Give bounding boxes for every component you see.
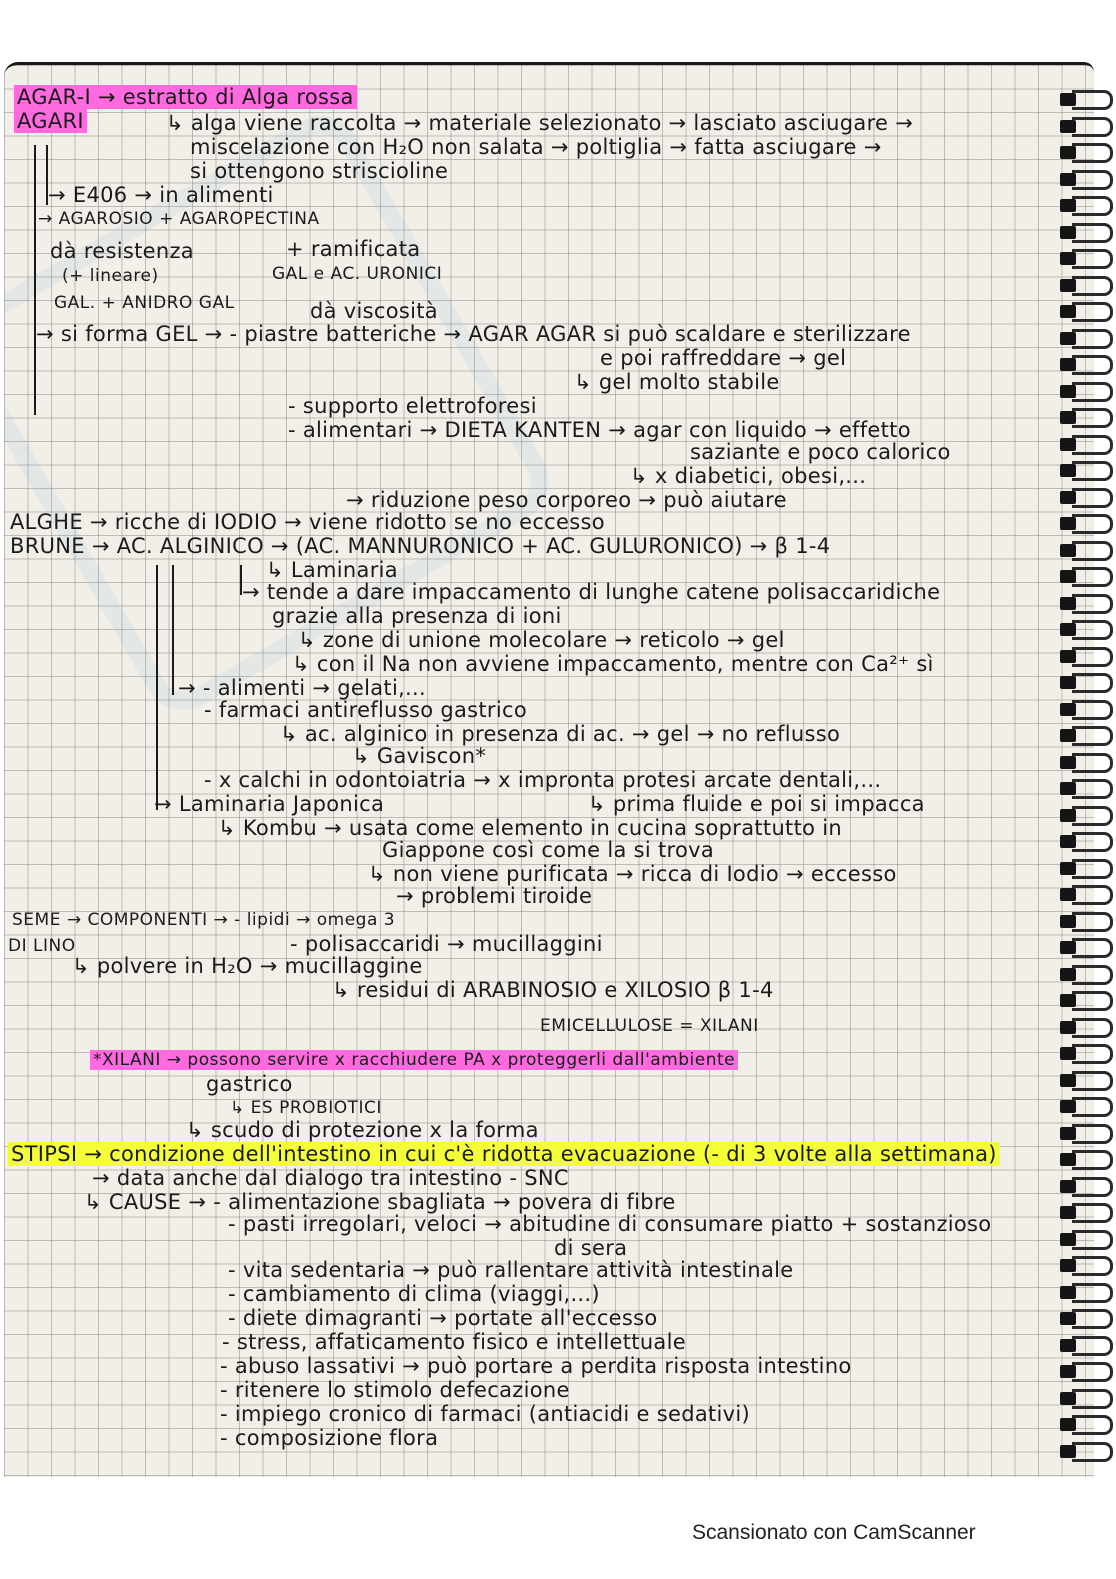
spiral-ring-icon [1060, 276, 1112, 294]
spiral-ring-icon [1060, 249, 1112, 267]
spiral-binding [1056, 62, 1116, 1474]
note-line: → si forma GEL → - piastre batteriche → AGAR AGAR si può scaldare e sterilizzare [36, 322, 911, 346]
note-line: ↳ prima fluide e poi si impacca [588, 792, 925, 816]
note-line: ↳ ac. alginico in presenza di ac. → gel → no reflusso [280, 722, 841, 746]
spiral-ring-icon [1060, 223, 1112, 241]
note-line: - polisaccaridi → mucillaggini [290, 932, 603, 956]
note-line: Giappone così come la si trova [382, 838, 715, 862]
note-line: - abuso lassativi → può portare a perdita risposta intestino [220, 1354, 852, 1378]
spiral-ring-icon [1060, 1309, 1112, 1327]
note-line: ↳ Laminaria [266, 558, 398, 582]
spiral-ring-icon [1060, 1362, 1112, 1380]
spiral-ring-icon [1060, 461, 1112, 479]
note-line: dà resistenza [50, 239, 194, 263]
note-line: ↳ CAUSE → - alimentazione sbagliata → povera di fibre [84, 1190, 676, 1214]
note-line: DI LINO [8, 936, 76, 956]
spiral-ring-icon [1060, 779, 1112, 797]
note-line: - stress, affaticamento fisico e intellettuale [222, 1330, 686, 1354]
spiral-ring-icon [1060, 514, 1112, 532]
note-line: miscelazione con H₂O non salata → poltiglia → fatta asciugare → [190, 135, 882, 159]
spiral-ring-icon [1060, 1230, 1112, 1248]
note-line: BRUNE → AC. ALGINICO → (AC. MANNURONICO + AC. GULURONICO) → β 1-4 [10, 534, 831, 558]
note-line: - cambiamento di clima (viaggi,...) [228, 1282, 600, 1306]
spiral-ring-icon [1060, 170, 1112, 188]
note-line: ↳ Gaviscon* [352, 744, 487, 768]
spiral-ring-icon [1060, 753, 1112, 771]
note-line: → data anche dal dialogo tra intestino - SNC [92, 1166, 569, 1190]
note-line: - farmaci antireflusso gastrico [204, 698, 527, 722]
spiral-ring-icon [1060, 832, 1112, 850]
spiral-ring-icon [1060, 1283, 1112, 1301]
note-line: → E406 → in alimenti [48, 183, 274, 207]
spiral-ring-icon [1060, 196, 1112, 214]
spiral-ring-icon [1060, 541, 1112, 559]
note-line: saziante e poco calorico [690, 440, 951, 464]
note-line: si ottengono striscioline [190, 159, 449, 183]
spiral-ring-icon [1060, 567, 1112, 585]
spiral-ring-icon [1060, 1256, 1112, 1274]
note-line: → - alimenti → gelati,... [178, 676, 426, 700]
spiral-ring-icon [1060, 1336, 1112, 1354]
note-line: STIPSI → condizione dell'intestino in cui c'è ridotta evacuazione (- di 3 volte alla settimana) [8, 1142, 1000, 1166]
spiral-ring-icon [1060, 1442, 1112, 1460]
note-line: - pasti irregolari, veloci → abitudine di consumare piatto + sostanzioso [228, 1212, 992, 1236]
note-line: - ritenere lo stimolo defecazione [220, 1378, 570, 1402]
spiral-ring-icon [1060, 382, 1112, 400]
note-line: ↳ zone di unione molecolare → reticolo → gel [298, 628, 785, 652]
note-line: ↳ scudo di protezione x la forma [186, 1118, 539, 1142]
spiral-ring-icon [1060, 90, 1112, 108]
note-line: AGARI [14, 109, 87, 133]
note-line: → AGAROSIO + AGAROPECTINA [38, 209, 320, 229]
note-line: grazie alla presenza di ioni [272, 604, 562, 628]
tree-line [34, 145, 36, 415]
spiral-ring-icon [1060, 912, 1112, 930]
note-line: ↳ ES PROBIOTICI [230, 1098, 382, 1118]
spiral-ring-icon [1060, 885, 1112, 903]
tree-line [172, 565, 174, 695]
note-line: ↳ alga viene raccolta → materiale selezionato → lasciato asciugare → [166, 111, 914, 135]
note-line: ↳ Kombu → usata come elemento in cucina soprattutto in [218, 816, 842, 840]
spiral-ring-icon [1060, 117, 1112, 135]
note-line: - composizione flora [220, 1426, 439, 1450]
spiral-ring-icon [1060, 1389, 1112, 1407]
spiral-ring-icon [1060, 355, 1112, 373]
note-line: AGAR-I → estratto di Alga rossa [14, 85, 357, 109]
tree-line [156, 565, 158, 810]
note-line: SEME → COMPONENTI → - lipidi → omega 3 [12, 910, 396, 930]
note-line: - impiego cronico di farmaci (antiacidi e sedativi) [220, 1402, 751, 1426]
note-line: - x calchi in odontoiatria → x impronta protesi arcate dentali,... [204, 768, 882, 792]
spiral-ring-icon [1060, 1150, 1112, 1168]
note-line: ↳ con il Na non avviene impaccamento, mentre con Ca²⁺ sì [292, 652, 934, 676]
spiral-ring-icon [1060, 329, 1112, 347]
note-line: e poi raffreddare → gel [600, 346, 847, 370]
spiral-ring-icon [1060, 1071, 1112, 1089]
spiral-ring-icon [1060, 938, 1112, 956]
note-line: → tende a dare impaccamento di lunghe catene polisaccaridiche [242, 580, 941, 604]
spiral-ring-icon [1060, 1177, 1112, 1195]
spiral-ring-icon [1060, 408, 1112, 426]
note-line: GAL e AC. URONICI [272, 264, 443, 284]
note-line: → problemi tiroide [396, 884, 593, 908]
note-line: ↳ non viene purificata → ricca di Iodio → eccesso [368, 862, 897, 886]
spiral-ring-icon [1060, 435, 1112, 453]
spiral-ring-icon [1060, 1415, 1112, 1433]
spiral-ring-icon [1060, 1124, 1112, 1142]
spiral-ring-icon [1060, 647, 1112, 665]
note-line: *XILANI → possono servire x racchiudere PA x proteggerli dall'ambiente [90, 1048, 738, 1072]
note-line: - vita sedentaria → può rallentare attività intestinale [228, 1258, 794, 1282]
note-line: ↳ residui di ARABINOSIO e XILOSIO β 1-4 [332, 978, 774, 1002]
spiral-ring-icon [1060, 1203, 1112, 1221]
spiral-ring-icon [1060, 1018, 1112, 1036]
note-line: → riduzione peso corporeo → può aiutare [346, 488, 787, 512]
note-line: EMICELLULOSE = XILANI [540, 1016, 759, 1036]
note-line: dà viscosità [310, 299, 438, 323]
spiral-ring-icon [1060, 620, 1112, 638]
spiral-ring-icon [1060, 488, 1112, 506]
note-line: gastrico [206, 1072, 293, 1096]
scanner-footer: Scansionato con CamScanner [692, 1521, 976, 1544]
notebook-page [4, 62, 1094, 1477]
spiral-ring-icon [1060, 726, 1112, 744]
spiral-ring-icon [1060, 143, 1112, 161]
spiral-ring-icon [1060, 806, 1112, 824]
spiral-ring-icon [1060, 1044, 1112, 1062]
note-line: + ramificata [286, 237, 421, 261]
note-line: ↳ polvere in H₂O → mucillaggine [72, 954, 423, 978]
note-line: - diete dimagranti → portate all'eccesso [228, 1306, 658, 1330]
note-line: - supporto elettroforesi [288, 394, 537, 418]
note-line: di sera [554, 1236, 628, 1260]
note-line: ↳ gel molto stabile [574, 370, 780, 394]
note-line: ALGHE → ricche di IODIO → viene ridotto se no eccesso [10, 510, 605, 534]
spiral-ring-icon [1060, 302, 1112, 320]
note-line: → Laminaria Japonica [154, 792, 385, 816]
spiral-ring-icon [1060, 673, 1112, 691]
note-line: - alimentari → DIETA KANTEN → agar con liquido → effetto [288, 418, 911, 442]
note-line: (+ lineare) [62, 266, 159, 286]
note-line: GAL. + ANIDRO GAL [54, 293, 235, 313]
spiral-ring-icon [1060, 1097, 1112, 1115]
spiral-ring-icon [1060, 965, 1112, 983]
spiral-ring-icon [1060, 700, 1112, 718]
spiral-ring-icon [1060, 594, 1112, 612]
spiral-ring-icon [1060, 991, 1112, 1009]
spiral-ring-icon [1060, 859, 1112, 877]
note-line: ↳ x diabetici, obesi,... [630, 464, 867, 488]
